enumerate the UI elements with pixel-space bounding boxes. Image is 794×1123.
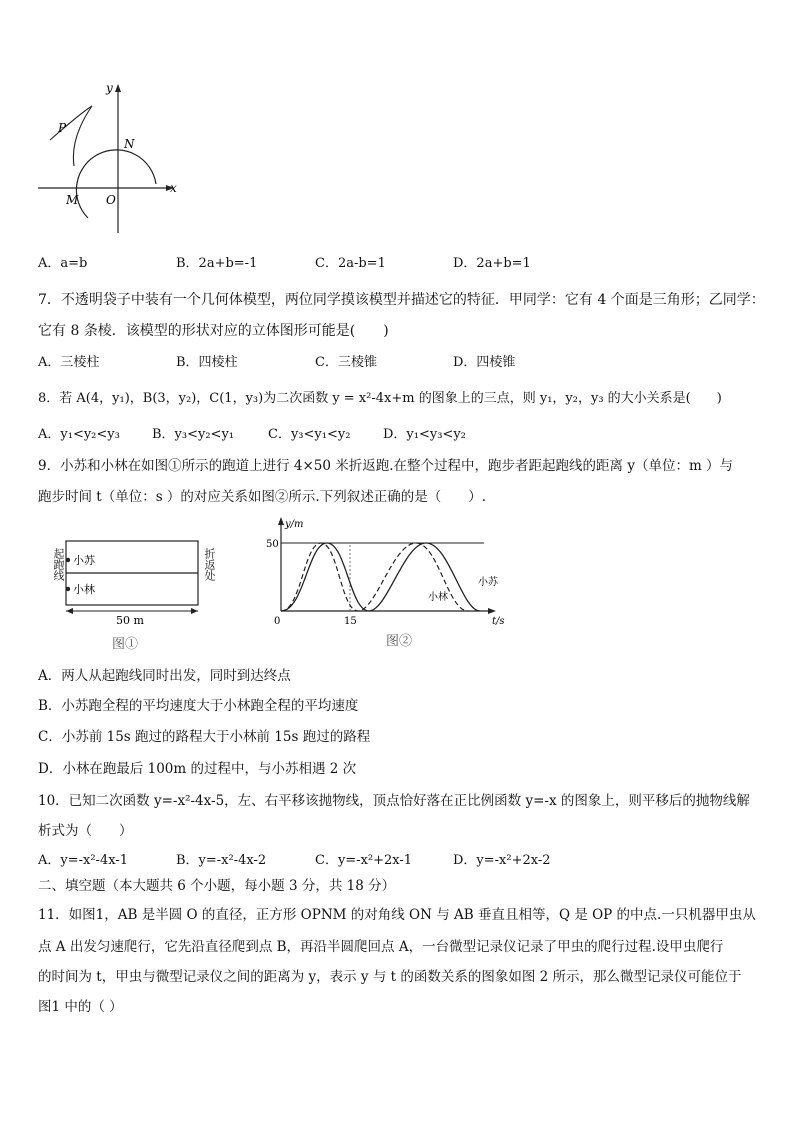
- q11-stem-line1: 11．如图1，AB 是半圆 O 的直径，正方形 OPNM 的对角线 ON 与 AB 垂直且相等，Q 是 OP 的中点.一只机器甲虫从: [38, 907, 756, 923]
- section-title: 二、填空题（本大题共 6 个小题，每小题 3 分，共 18 分）: [38, 878, 396, 894]
- fig2-caption: 图②: [386, 634, 413, 649]
- q11-stem-line4: 图1 中的（ ）: [38, 999, 123, 1015]
- track-figure: [40, 520, 260, 655]
- q9-option-b: B．小苏跑全程的平均速度大于小林跑全程的平均速度: [38, 698, 359, 714]
- x-tick-15: 15: [344, 616, 357, 627]
- y-axis-unit: y/m: [285, 519, 304, 530]
- distance-label: 50 m: [116, 614, 144, 627]
- q7-option-b: B．四棱柱: [176, 355, 238, 370]
- series-label-xiaosu: 小苏: [478, 577, 498, 588]
- q8-option-c: C．y₃<y₁<y₂: [268, 427, 351, 442]
- q9-stem-line2: 跑步时间 t（单位：s ）的对应关系如图②所示.下列叙述正确的是（ ）.: [38, 489, 487, 505]
- x-axis-unit: t/s: [492, 616, 505, 627]
- q10-stem-line1: 10．已知二次函数 y=-x²-4x-5，左、右平移该抛物线，顶点恰好落在正比例函数 y=-x 的图象上，则平移后的抛物线解: [38, 793, 750, 809]
- q9-stem-line1: 9．小苏和小林在如图①所示的跑道上进行 4×50 米折返跑.在整个过程中，跑步者距起跑线的距离 y（单位：m ）与: [38, 458, 734, 474]
- q11-stem-line2: 点 A 出发匀速爬行，它先沿直径爬到点 B，再沿半圆爬回点 A，一台微型记录仪记录了甲虫的爬行过程.设甲虫爬行: [38, 939, 724, 955]
- runner1-label: 小苏: [73, 554, 95, 567]
- q10-option-d: D．y=-x²+2x-2: [453, 853, 551, 868]
- coordinate-figure: [30, 78, 190, 238]
- q9-option-a: A．两人从起跑线同时出发，同时到达终点: [38, 668, 291, 684]
- q10-option-c: C．y=-x²+2x-1: [315, 853, 413, 868]
- q7-option-a: A．三棱柱: [38, 355, 100, 370]
- q10-option-b: B．y=-x²-4x-2: [176, 853, 267, 868]
- q6-option-a: A．a=b: [38, 256, 88, 271]
- q8-option-a: A．y₁<y₂<y₃: [38, 427, 120, 442]
- q6-option-c: C．2a-b=1: [315, 256, 386, 271]
- series-label-xiaolin: 小林: [428, 592, 448, 603]
- q9-option-d: D．小林在跑最后 100m 的过程中，与小苏相遇 2 次: [38, 761, 357, 777]
- q6-option-b: B．2a+b=-1: [176, 256, 258, 271]
- origin-o-label: O: [106, 193, 116, 207]
- point-n-label: N: [124, 137, 135, 151]
- q7-option-d: D．四棱锥: [453, 355, 516, 370]
- fig1-caption: 图①: [112, 637, 139, 652]
- runner2-label: 小林: [73, 583, 95, 596]
- x-axis-label: x: [170, 181, 177, 195]
- q7-stem-line1: 7．不透明袋子中装有一个几何体模型，两位同学摸该模型并描述它的特征．甲同学：它有 4 个面是三角形；乙同学：: [38, 292, 765, 308]
- point-m-label: M: [66, 193, 79, 207]
- distance-time-graph: [266, 515, 516, 660]
- q8-stem: 8．若 A(4，y₁)，B(3，y₂)，C(1，y₃)为二次函数 y = x²-4x+m 的图象上的三点，则 y₁，y₂，y₃ 的大小关系是( ): [38, 391, 722, 406]
- q8-option-b: B．y₃<y₂<y₁: [152, 427, 235, 442]
- y-tick-50: 50: [266, 539, 279, 550]
- q9-option-c: C．小苏前 15s 跑过的路程大于小林前 15s 跑过的路程: [38, 729, 371, 745]
- turn-point-label: 折返处: [203, 548, 216, 581]
- q6-option-d: D．2a+b=1: [453, 256, 531, 271]
- q7-stem-line2: 它有 8 条棱．该模型的形状对应的立体图形可能是( ): [38, 323, 389, 339]
- q11-stem-line3: 的时间为 t，甲虫与微型记录仪之间的距离为 y，表示 y 与 t 的函数关系的图象如图 2 所示，那么微型记录仪可能位于: [38, 969, 742, 985]
- q10-option-a: A．y=-x²-4x-1: [38, 853, 128, 868]
- q7-option-c: C．三棱锥: [315, 355, 377, 370]
- point-p-label: P: [58, 121, 67, 135]
- start-line-label: 起跑线: [52, 548, 65, 581]
- q10-stem-line2: 析式为（ ）: [38, 823, 133, 839]
- q8-option-d: D．y₁<y₃<y₂: [383, 427, 466, 442]
- origin-label: 0: [274, 616, 281, 627]
- y-axis-label: y: [106, 81, 113, 95]
